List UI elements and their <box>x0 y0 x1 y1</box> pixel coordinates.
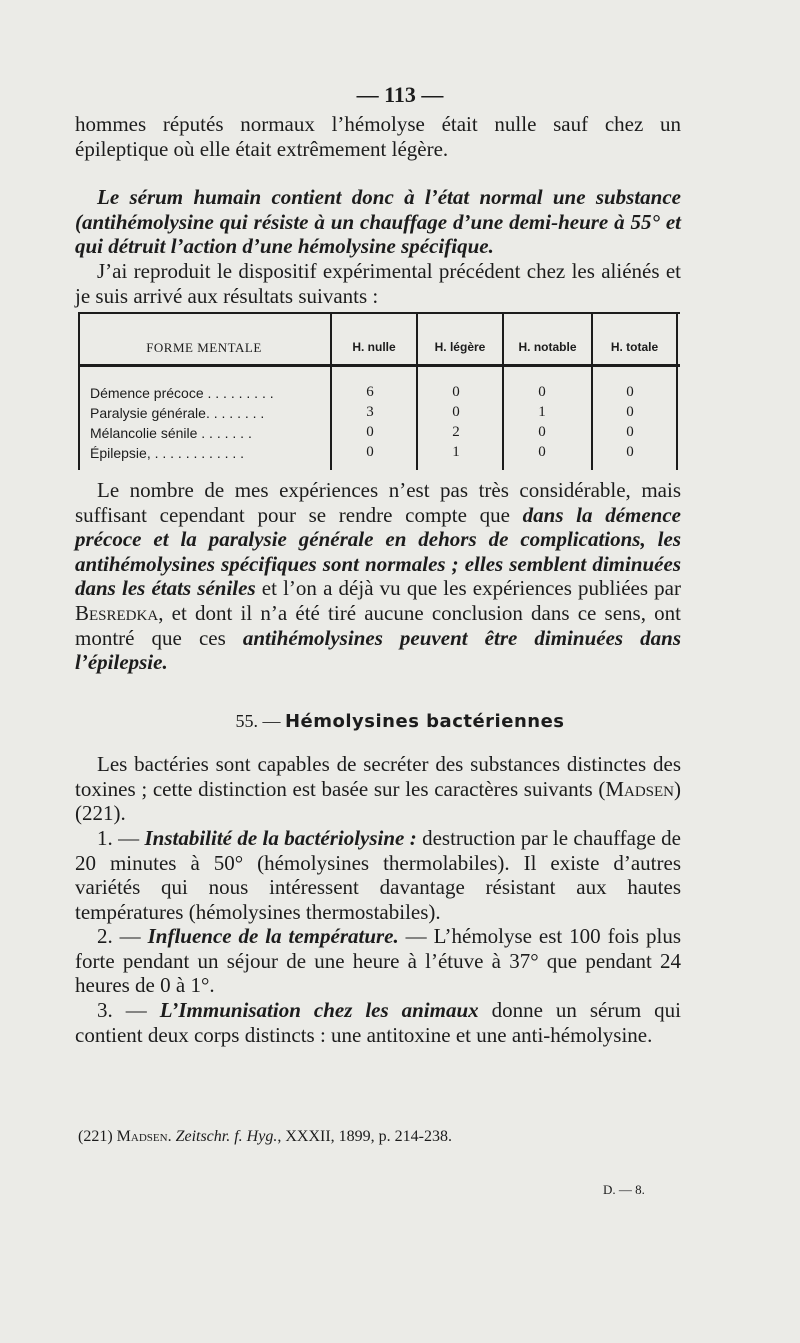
table-cell: 1 <box>538 404 546 420</box>
footnote-journal: Zeitschr. f. Hyg. <box>175 1128 278 1145</box>
paragraph-5-text: Les bactéries sont capables de secréter des substances distinctes des toxines ; cette distinction est basée sur les caractères suivants ( <box>75 752 681 801</box>
author-name: Besredka <box>75 600 159 625</box>
table-cell: 0 <box>538 384 546 400</box>
paragraph-4-emphasis: dans la démence précoce et la paralysie générale en dehors de complications, les antihémolysines spécifiques sont normales ; elles semblent diminuées dans les états séniles <box>75 502 682 601</box>
paragraph-2 <box>75 185 681 259</box>
list-number: 3. — <box>97 998 160 1022</box>
table-cell: 6 <box>366 384 374 400</box>
footnote-text: . <box>167 1128 176 1145</box>
paragraph-1: hommes réputés normaux l’hémolyse était nulle sauf chez un épileptique où elle était extrêmement légère. <box>75 112 681 161</box>
section-number: 55. — <box>235 711 281 731</box>
list-item-title: L’Immunisation chez les animaux <box>159 998 479 1022</box>
list-item-text: destruction par le chauffage de 20 minutes à 50° (hémolysines thermolabiles). Il existe d’autres variétés qui nous intéressent davantage résistant aux hautes températures (hémolysines thermostabiles). <box>75 826 681 924</box>
list-item-text: — L’hémolyse est 100 fois plus forte pendant un séjour de une heure à l’étuve à 37° que pendant 24 heures de 0 à 1°. <box>75 924 681 998</box>
section-heading <box>0 711 800 732</box>
list-item-text: donne un sérum qui contient deux corps distincts : une antitoxine et une anti-hémolysine. <box>75 998 681 1047</box>
table-cell: 0 <box>626 424 634 440</box>
table-cell: 0 <box>538 424 546 440</box>
table-cell: 0 <box>452 404 460 420</box>
header-h-nulle: H. nulle <box>352 340 396 354</box>
list-number: 1. — <box>97 826 145 850</box>
table-cell: 0 <box>626 404 634 420</box>
page-number: — 113 — <box>356 82 444 107</box>
footnote-author: Madsen <box>116 1128 168 1145</box>
table-row-label: Épilepsie, . . . . . . . . . . . . <box>90 445 245 461</box>
table-cell: 2 <box>452 424 460 440</box>
list-item-title: Instabilité de la bactériolysine : <box>144 826 417 850</box>
table-cell: 0 <box>626 384 634 400</box>
header-forme-mentale: FORME MENTALE <box>146 340 262 355</box>
paragraph-4 <box>75 478 681 675</box>
table-cell: 0 <box>366 424 374 440</box>
paragraph-5-text: ) (221). <box>75 776 681 826</box>
table-row-label: Démence précoce . . . . . . . . . <box>90 385 274 401</box>
table-cell: 0 <box>538 444 546 460</box>
list-item-3 <box>75 998 681 1047</box>
header-h-notable: H. notable <box>518 340 577 354</box>
table-cell: 3 <box>366 404 374 420</box>
table-row-label: Paralysie générale. . . . . . . . <box>90 405 265 421</box>
paragraph-4-text: et l’on a déjà vu que les expériences publiées par <box>255 576 681 601</box>
paragraph-3: J’ai reproduit le dispositif expérimental précédent chez les aliénés et je suis arrivé aux résultats suivants : <box>75 259 681 308</box>
list-item-title: Influence de la température. <box>147 924 399 948</box>
author-name: Madsen <box>605 776 674 801</box>
paragraph-2-text: Le sérum humain contient donc à l’état normal une substance (antihémolysine qui résiste à un chauffage d’une demi-heure à 55° et qui détruit l’action d’une hémolysine spécifique. <box>75 185 681 259</box>
table-cell: 1 <box>452 444 460 460</box>
paragraph-4-text: , et dont il n’a été tiré aucune conclusion dans ce sens, ont montré que ces <box>75 600 681 650</box>
signature-mark: D. — 8. <box>603 1182 645 1197</box>
results-table <box>78 312 680 470</box>
paragraph-4-text: Le nombre de mes expériences n’est pas très considérable, mais suffisant cependant pour se rendre compte que <box>75 478 681 527</box>
paragraph-4-emphasis: antihémolysines peuvent être diminuées dans l’épilepsie. <box>75 625 681 675</box>
section-title: Hémolysines bactériennes <box>284 711 565 732</box>
table-cell: 0 <box>366 444 374 460</box>
list-number: 2. — <box>97 924 148 948</box>
table-row-label: Mélancolie sénile . . . . . . . <box>90 425 252 441</box>
paragraph-5 <box>75 752 681 826</box>
footnote-number: (221) <box>78 1128 117 1145</box>
list-item-1 <box>75 826 681 924</box>
header-h-legere: H. légère <box>434 340 486 354</box>
table-cell: 0 <box>452 384 460 400</box>
footnote-text: , XXXII, 1899, p. 214-238. <box>277 1128 452 1145</box>
header-h-totale: H. totale <box>610 340 659 354</box>
list-item-2 <box>75 924 681 998</box>
footnote <box>78 1128 452 1146</box>
table-cell: 0 <box>626 444 634 460</box>
